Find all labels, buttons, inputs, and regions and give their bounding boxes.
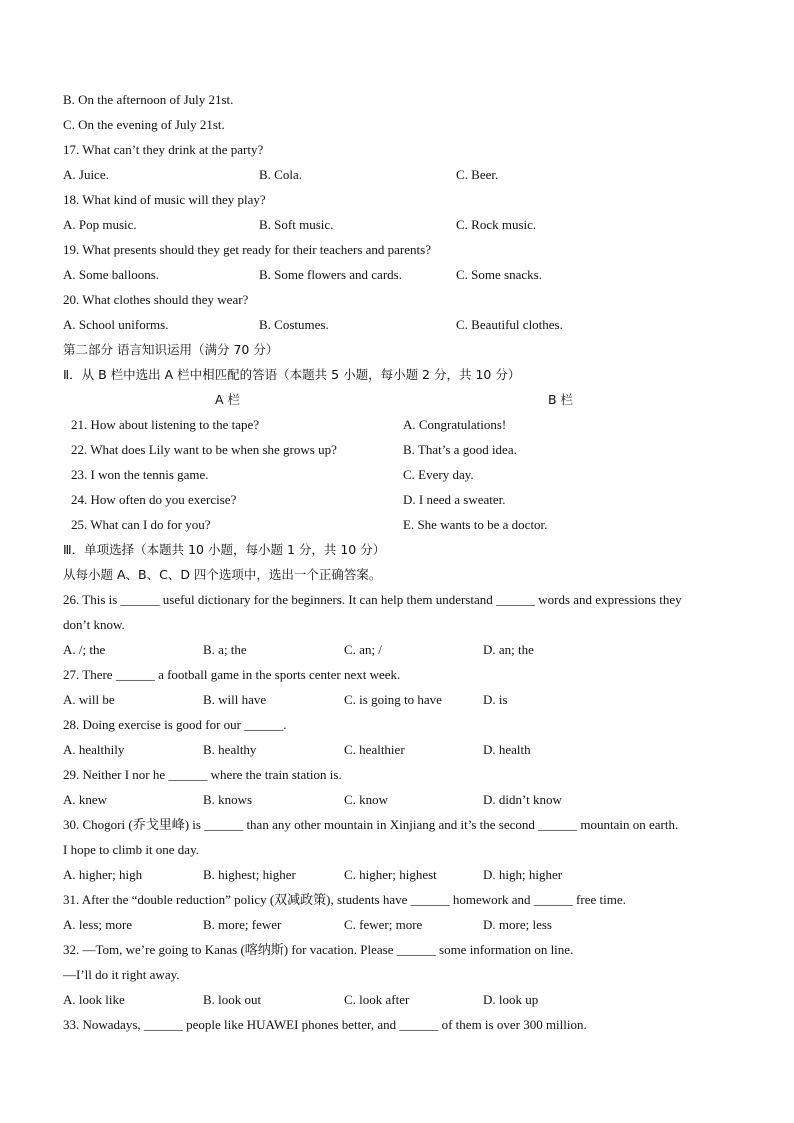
option-a: A. higher; high xyxy=(63,867,143,882)
section-heading: Ⅲ．单项选择（本题共 10 小题，每小题 1 分，共 10 分） xyxy=(63,542,386,557)
question-30: 30. Chogori (乔戈里峰) is ______ than any other mountain in Xinjiang and it’s the second ______ mountain on earth. xyxy=(63,817,679,832)
match-answer: B. That’s a good idea. xyxy=(403,442,517,457)
column-a-header: A 栏 xyxy=(215,392,241,407)
match-answer: E. She wants to be a doctor. xyxy=(403,517,548,532)
option-a: A. Some balloons. xyxy=(63,267,160,282)
options-31 xyxy=(63,912,743,937)
option-a: A. School uniforms. xyxy=(63,317,169,332)
option-a: A. Juice. xyxy=(63,167,109,182)
question-26: 26. This is ______ useful dictionary for the beginners. It can help them understand ______ words and expressions they xyxy=(63,592,682,607)
question-28: 28. Doing exercise is good for our ______. xyxy=(63,717,287,732)
option-d: D. health xyxy=(483,742,531,757)
match-question: 21. How about listening to the tape? xyxy=(71,417,260,432)
option-b: B. Costumes. xyxy=(259,317,329,332)
option-d: D. didn’t know xyxy=(483,792,562,807)
option-d: D. an; the xyxy=(483,642,534,657)
option-c: C. Beautiful clothes. xyxy=(456,317,563,332)
option-d: D. high; higher xyxy=(483,867,563,882)
question-29: 29. Neither I nor he ______ where the train station is. xyxy=(63,767,342,782)
question-32: 32. —Tom, we’re going to Kanas (喀纳斯) for vacation. Please ______ some information on line. xyxy=(63,942,574,957)
options-26 xyxy=(63,637,743,662)
question-30-continued: I hope to climb it one day. xyxy=(63,842,199,857)
option-b: B. knows xyxy=(203,792,253,807)
option-c: C. an; / xyxy=(344,642,382,657)
options-20 xyxy=(63,312,743,337)
option-b: B. highest; higher xyxy=(203,867,296,882)
question-19: 19. What presents should they get ready for their teachers and parents? xyxy=(63,242,431,257)
question-31: 31. After the “double reduction” policy (双减政策), students have ______ homework and ______ free time. xyxy=(63,892,626,907)
option-d: D. more; less xyxy=(483,917,552,932)
match-answer: D. I need a sweater. xyxy=(403,492,506,507)
match-row xyxy=(63,412,743,437)
option-a: A. knew xyxy=(63,792,108,807)
option-d: D. is xyxy=(483,692,508,707)
options-30 xyxy=(63,862,743,887)
option-b: B. more; fewer xyxy=(203,917,282,932)
option-c: C. higher; highest xyxy=(344,867,437,882)
options-27 xyxy=(63,687,743,712)
option-b: B. a; the xyxy=(203,642,247,657)
option-c: C. know xyxy=(344,792,389,807)
option-a: A. /; the xyxy=(63,642,106,657)
section-heading: Ⅱ．从 B 栏中选出 A 栏中相匹配的答语（本题共 5 小题，每小题 2 分，共 10 分） xyxy=(63,367,521,382)
option-b: B. look out xyxy=(203,992,262,1007)
match-answer: C. Every day. xyxy=(403,467,474,482)
option-a: A. Pop music. xyxy=(63,217,137,232)
question-33: 33. Nowadays, ______ people like HUAWEI phones better, and ______ of them is over 300 million. xyxy=(63,1017,587,1032)
option-c: C. look after xyxy=(344,992,410,1007)
question-20: 20. What clothes should they wear? xyxy=(63,292,249,307)
option-line: C. On the evening of July 21st. xyxy=(63,117,225,132)
option-line: B. On the afternoon of July 21st. xyxy=(63,92,234,107)
question-32-continued: —I’ll do it right away. xyxy=(63,967,180,982)
match-row xyxy=(63,437,743,462)
option-c: C. Rock music. xyxy=(456,217,537,232)
section-instruction: 从每小题 A、B、C、D 四个选项中，选出一个正确答案。 xyxy=(63,567,382,582)
question-26-continued: don’t know. xyxy=(63,617,125,632)
option-b: B. Some flowers and cards. xyxy=(259,267,402,282)
match-answer: A. Congratulations! xyxy=(403,417,507,432)
options-18 xyxy=(63,212,743,237)
options-29 xyxy=(63,787,743,812)
match-question: 22. What does Lily want to be when she grows up? xyxy=(71,442,337,457)
option-c: C. Some snacks. xyxy=(456,267,542,282)
match-question: 24. How often do you exercise? xyxy=(71,492,237,507)
part-heading: 第二部分 语言知识运用（满分 70 分） xyxy=(63,342,279,357)
option-d: D. look up xyxy=(483,992,539,1007)
option-a: A. look like xyxy=(63,992,125,1007)
question-27: 27. There ______ a football game in the sports center next week. xyxy=(63,667,401,682)
option-a: A. less; more xyxy=(63,917,132,932)
options-28 xyxy=(63,737,743,762)
option-a: A. will be xyxy=(63,692,115,707)
match-question: 23. I won the tennis game. xyxy=(71,467,209,482)
option-a: A. healthily xyxy=(63,742,125,757)
option-c: C. is going to have xyxy=(344,692,442,707)
question-18: 18. What kind of music will they play? xyxy=(63,192,266,207)
option-b: B. Cola. xyxy=(259,167,302,182)
match-row xyxy=(63,512,743,537)
option-b: B. Soft music. xyxy=(259,217,334,232)
option-c: C. fewer; more xyxy=(344,917,423,932)
match-column-headers xyxy=(63,387,743,412)
exam-page xyxy=(63,87,743,1037)
column-b-header: B 栏 xyxy=(548,392,574,407)
option-c: C. healthier xyxy=(344,742,405,757)
match-question: 25. What can I do for you? xyxy=(71,517,211,532)
match-row xyxy=(63,487,743,512)
match-row xyxy=(63,462,743,487)
question-17: 17. What can’t they drink at the party? xyxy=(63,142,264,157)
options-17 xyxy=(63,162,743,187)
option-b: B. healthy xyxy=(203,742,257,757)
option-c: C. Beer. xyxy=(456,167,499,182)
options-32 xyxy=(63,987,743,1012)
option-b: B. will have xyxy=(203,692,267,707)
options-19 xyxy=(63,262,743,287)
